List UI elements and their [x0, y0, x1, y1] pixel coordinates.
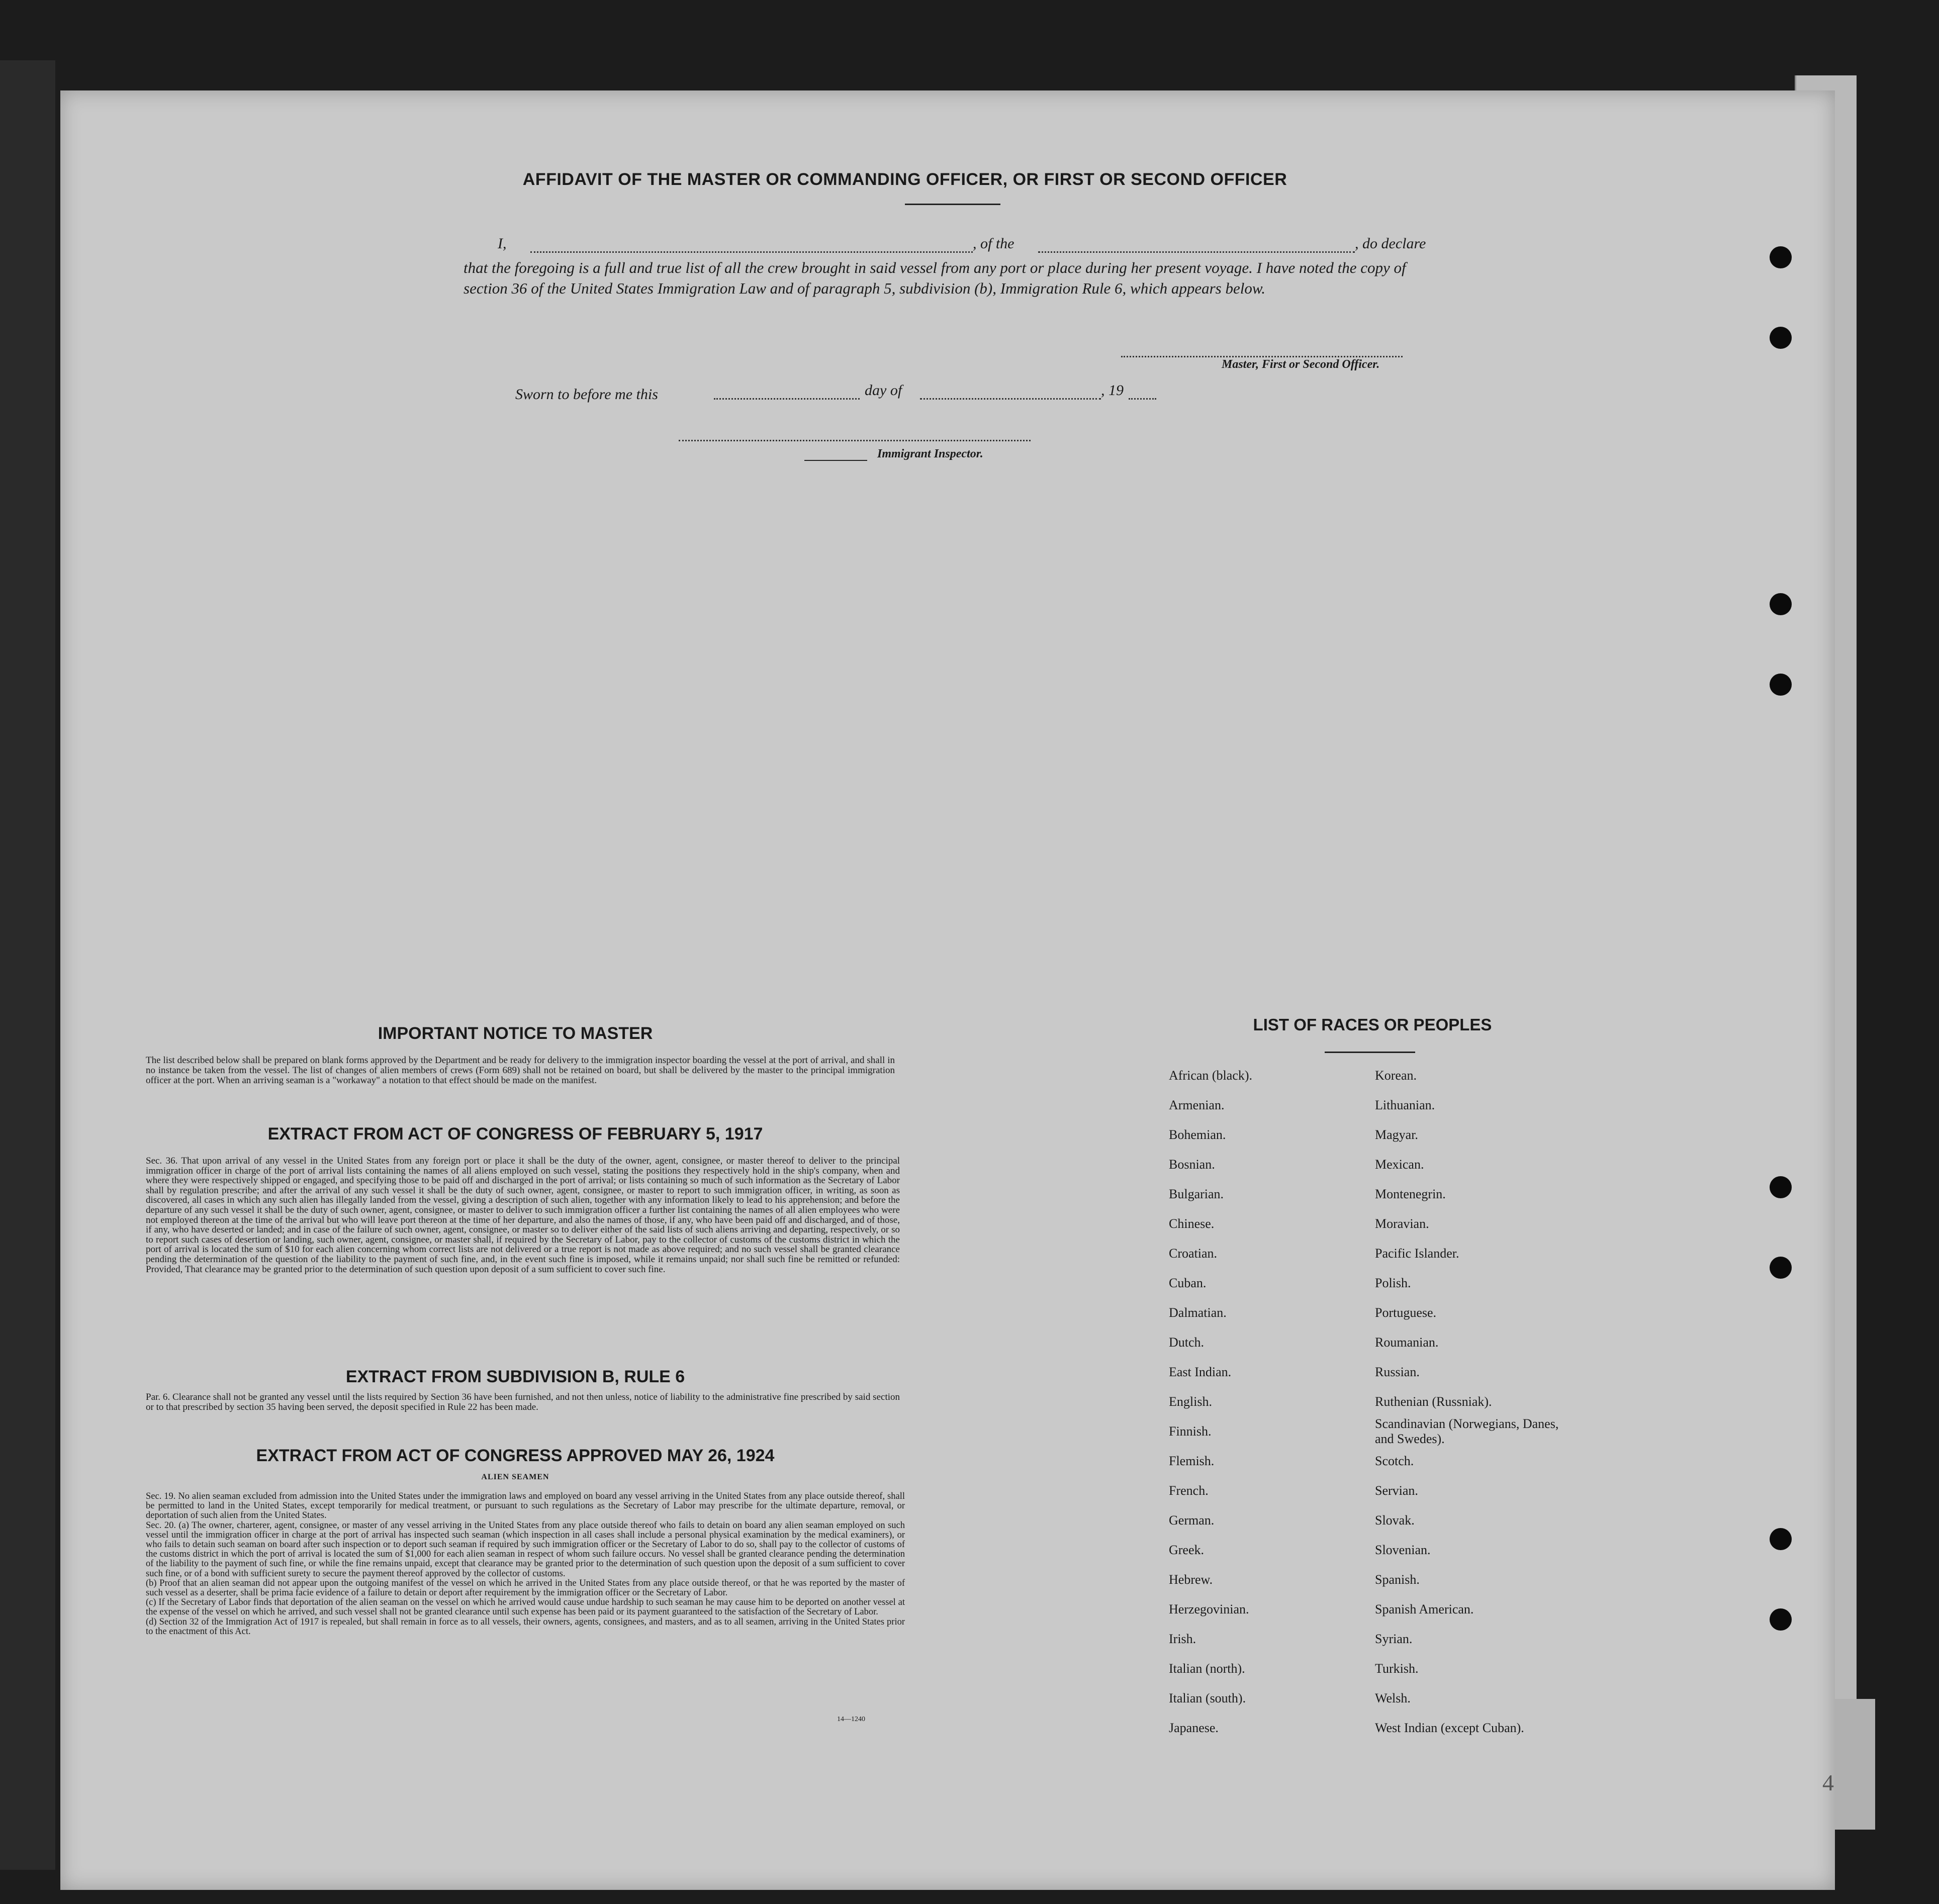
race-item: Armenian. — [1169, 1098, 1225, 1112]
race-item: Spanish American. — [1375, 1602, 1474, 1616]
race-item: Slovenian. — [1375, 1543, 1431, 1557]
race-item: Ruthenian (Russniak). — [1375, 1394, 1492, 1409]
scan-left-edge — [0, 60, 55, 1870]
handwritten-page-mark: 4 — [1822, 1770, 1834, 1795]
race-item: Scotch. — [1375, 1454, 1414, 1468]
race-item: Scandinavian (Norwegians, Danes, and Swedes). — [1375, 1416, 1559, 1446]
alien-seamen-subheading: ALIEN SEAMEN — [481, 1473, 549, 1481]
form-code: 14—1240 — [837, 1716, 865, 1723]
race-item: Russian. — [1375, 1365, 1420, 1379]
race-item: West Indian (except Cuban). — [1375, 1721, 1524, 1735]
race-item: Korean. — [1375, 1068, 1417, 1083]
sworn-day-field[interactable] — [714, 398, 860, 400]
races-divider — [1325, 1052, 1415, 1053]
race-item: Finnish. — [1169, 1424, 1212, 1439]
race-item: Montenegrin. — [1375, 1187, 1446, 1201]
race-item: Flemish. — [1169, 1454, 1215, 1468]
race-item: Welsh. — [1375, 1691, 1411, 1705]
race-item: Polish. — [1375, 1276, 1411, 1290]
inspector-signature-field[interactable] — [679, 440, 1031, 441]
race-item: Turkish. — [1375, 1661, 1419, 1676]
race-item: Cuban. — [1169, 1276, 1207, 1290]
extract-1924-sec20d: (d) Section 32 of the Immigration Act of 1917 is repealed, but shall remain in force as to all vessels, their owners, agents, consignees, and masters, and as to all seamen, arriving in the United States prior to the enactment of this Act. — [146, 1616, 905, 1637]
race-item: Moravian. — [1375, 1216, 1429, 1231]
race-item: Irish. — [1169, 1632, 1196, 1646]
race-item: African (black). — [1169, 1068, 1253, 1083]
race-item: Dutch. — [1169, 1335, 1205, 1350]
extract-1917-heading: EXTRACT FROM ACT OF CONGRESS OF FEBRUARY 5, 1917 — [267, 1124, 763, 1144]
race-item: Hebrew. — [1169, 1572, 1213, 1587]
race-item: Magyar. — [1375, 1127, 1418, 1142]
race-item: Portuguese. — [1375, 1305, 1437, 1320]
race-item: French. — [1169, 1483, 1209, 1498]
race-item: English. — [1169, 1394, 1212, 1409]
sworn-month-field[interactable] — [920, 398, 1101, 400]
race-item: Pacific Islander. — [1375, 1246, 1459, 1261]
extract-1924-sec20b: (b) Proof that an alien seaman did not appear upon the outgoing manifest of the vessel on which he arrived in the United States from any place outside thereof, or that he was reported by the master of such vessel as a deserter, shall be prima facie evidence of a failure to detain or deport after requirement by the immigration officer or the Secretary of Labor. — [146, 1578, 905, 1598]
punch-hole-icon — [1770, 327, 1792, 349]
master-name-field[interactable] — [530, 251, 973, 253]
extract-1924-heading: EXTRACT FROM ACT OF CONGRESS APPROVED MAY 26, 1924 — [256, 1446, 775, 1465]
race-item: Croatian. — [1169, 1246, 1218, 1261]
punch-hole-icon — [1770, 593, 1792, 615]
affidavit-heading: AFFIDAVIT OF THE MASTER OR COMMANDING OFFICER, OR FIRST OR SECOND OFFICER — [522, 170, 1287, 189]
race-item: Greek. — [1169, 1543, 1205, 1557]
race-item: Bohemian. — [1169, 1127, 1226, 1142]
affidavit-paragraph: that the foregoing is a full and true list of all the crew brought in said vessel from any port or place during her present voyage. I have noted the copy of section 36 of the United States Immigration Law and of paragraph 5, subdivision (b), Immigration Rule 6, which appears below. — [464, 259, 1406, 297]
inspector-rule — [804, 460, 867, 461]
race-item: Bosnian. — [1169, 1157, 1215, 1172]
race-item: Syrian. — [1375, 1632, 1413, 1646]
punch-hole-icon — [1770, 1257, 1792, 1279]
race-item: Lithuanian. — [1375, 1098, 1435, 1112]
officer-signature-field[interactable] — [1121, 356, 1403, 357]
affidavit-declare-label: , do declare — [1355, 235, 1426, 252]
affidavit-of-the-label: , of the — [973, 235, 1014, 252]
race-item: East Indian. — [1169, 1365, 1232, 1379]
race-item: Servian. — [1375, 1483, 1418, 1498]
affidavit-i-label: I, — [498, 235, 507, 252]
punch-hole-icon — [1770, 674, 1792, 696]
vessel-name-field[interactable] — [1038, 251, 1355, 253]
race-item: Spanish. — [1375, 1572, 1420, 1587]
sworn-year-field[interactable] — [1129, 398, 1156, 400]
races-column-1 — [1169, 1061, 1252, 1743]
race-item: Slovak. — [1375, 1513, 1415, 1528]
day-of-label: day of — [865, 382, 902, 399]
extract-1924-sec20c: (c) If the Secretary of Labor finds that deportation of the alien seaman on the vessel on which he arrived would cause undue hardship to such seaman he may cause him to be deported on another vessel at the expense of the vessel on which he arrived, and such vessel shall not be granted clearance until such expense has been paid or its payment guaranteed to the satisfaction of the Secretary of Labor. — [146, 1597, 905, 1617]
punch-hole-icon — [1770, 1176, 1792, 1198]
extract-1924-sec19: Sec. 19. No alien seaman excluded from admission into the United States under the immigration laws and employed on board any vessel arriving in the United States from any place outside thereof, shall be permitted to land in the United States, except temporarily for medical treatment, or pursuant to such regulations as the Secretary of Labor may prescribe for the ultimate departure, removal, or deportation of such alien from the United States. — [146, 1491, 905, 1521]
extract-1917-text: Sec. 36. That upon arrival of any vessel in the United States from any foreign port or place it shall be the duty of the owner, agent, consignee, or master thereof to deliver to the principal immigration officer in charge of the port of arrival lists containing the names of all aliens employed on such vessel, stating the positions they respectively hold in the ship's company, when and where they were respectively shipped or engaged, and specifying those to be paid off and discharged in the port of arrival; or lists containing so much of such information as the Secretary of Labor shall by regulation prescribe; and after the arrival of any such vessel it shall be the duty of such owner, agent, consignee, or master to report to such immigration officer, in writing, as soon as discovered, all cases in which any such alien has illegally landed from the vessel, giving a description of such alien, together with any information likely to lead to his apprehension; and before the departure of any such vessel it shall be the duty of such owner, agent, consignee, or master to deliver to such immigration officer a further list containing the names of all alien employees who were not employed thereon at the time of the arrival but who will leave port thereon at the time of her departure, and also the names of those, if any, who have been paid off and discharged, and of those, if any, who have deserted or landed; and in case of the failure of such owner, agent, consignee, or master so to deliver either of the said lists of such aliens arriving and departing, respectively, or so to report such cases of desertion or landing, such owner, agent, consignee, or master shall, if required by the Secretary of Labor, pay to the collector of customs of the customs district in which the port of arrival is located the sum of $10 for each alien concerning whom correct lists are not delivered or a true report is not made as above required; and no such vessel shall be granted clearance pending the determination of the question of the liability to the payment of such fine, and, in the event such fine is imposed, while it remains unpaid; nor shall such fine be remitted or refunded: Provided, That clearance may be granted prior to the determination of such question upon deposit of a sum sufficient to cover such fine. — [146, 1156, 900, 1275]
race-item: Italian (south). — [1169, 1691, 1246, 1705]
punch-hole-icon — [1770, 1608, 1792, 1631]
races-column-2 — [1375, 1061, 1566, 1743]
race-item: Herzegovinian. — [1169, 1602, 1249, 1616]
race-item: Japanese. — [1169, 1721, 1219, 1735]
race-item: Dalmatian. — [1169, 1305, 1227, 1320]
notice-text: The list described below shall be prepared on blank forms approved by the Department and be ready for delivery to the immigration inspector boarding the vessel at the port of arrival, and shall in no instance be taken from the vessel. The list of changes of alien members of crews (Form 689) shall not be retained on board, but shall be delivered by the master to the principal immigration officer at the port. When an arriving seaman is a "workaway" a notation to that effect should be made on the manifest. — [146, 1055, 895, 1086]
race-item: Mexican. — [1375, 1157, 1424, 1172]
extract-1924-text — [146, 1492, 905, 1637]
race-item: Roumanian. — [1375, 1335, 1439, 1350]
race-item: Chinese. — [1169, 1216, 1215, 1231]
extract-rule6-heading: EXTRACT FROM SUBDIVISION B, RULE 6 — [345, 1367, 685, 1386]
races-heading: LIST OF RACES OR PEOPLES — [1253, 1015, 1492, 1034]
extract-rule6-text: Par. 6. Clearance shall not be granted any vessel until the lists required by Section 36 have been furnished, and not then unless, notice of liability to the administrative fine prescribed by said section or to that prescribed by section 35 having been served, the deposit specified in Rule 22 has been made. — [146, 1392, 900, 1412]
officer-signature-label: Master, First or Second Officer. — [1222, 358, 1380, 371]
sworn-label: Sworn to before me this — [515, 386, 658, 403]
punch-hole-icon — [1770, 246, 1792, 268]
year-label: , 19 — [1101, 382, 1124, 399]
race-item: Bulgarian. — [1169, 1187, 1224, 1201]
punch-hole-icon — [1770, 1528, 1792, 1550]
notice-heading: IMPORTANT NOTICE TO MASTER — [378, 1024, 653, 1043]
heading-divider — [905, 204, 1000, 205]
extract-1924-sec20a: Sec. 20. (a) The owner, charterer, agent, consignee, or master of any vessel arriving in the United States from any place outside thereof who fails to detain on board any alien seaman employed on such vessel until the immigration officer in charge at the port of arrival has inspected such seaman (which inspection in all cases shall include a personal physical examination by the medical examiners), or who fails to detain such seaman on board after such inspection or to deport such seaman if required by such immigration officer or the Secretary of Labor to do so, shall pay to the collector of customs of the customs district in which the port of arrival is located the sum of $1,000 for each alien seaman in respect of whom such failure occurs. No vessel shall be granted clearance pending the determination of the liability to the payment of such fine, or while the fine remains unpaid, except that clearance may be granted prior to the determination of such question upon the deposit of a sum sufficient to cover such fine, or of a bond with sufficient surety to secure the payment thereof approved by the collector of customs. — [146, 1520, 905, 1579]
race-item: German. — [1169, 1513, 1215, 1528]
race-item: Italian (north). — [1169, 1661, 1245, 1676]
inspector-label: Immigrant Inspector. — [877, 447, 983, 460]
